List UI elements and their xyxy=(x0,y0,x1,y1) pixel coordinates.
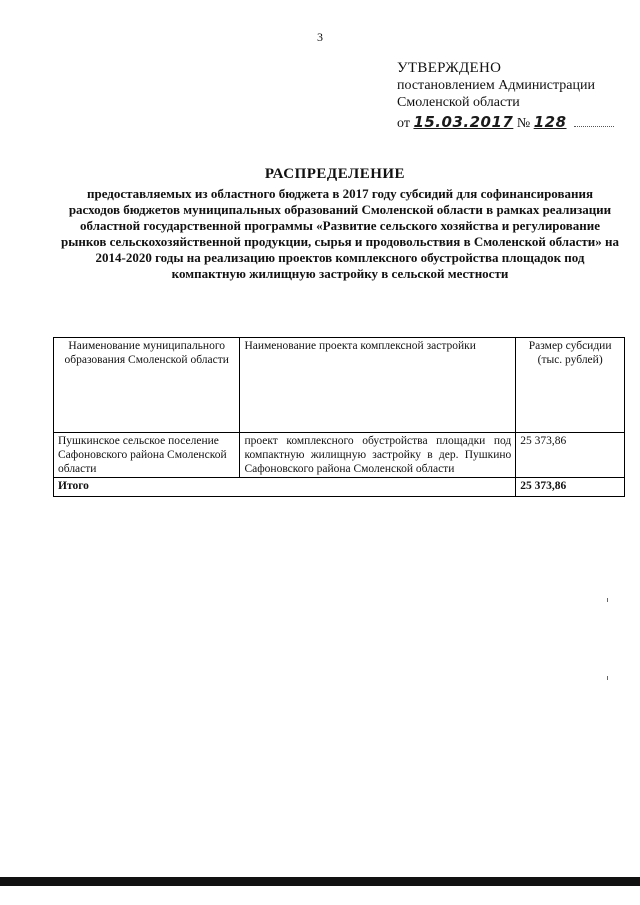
handwritten-date: 15.03.2017 xyxy=(413,113,514,131)
document-title: РАСПРЕДЕЛЕНИЕ xyxy=(264,166,406,182)
distribution-table xyxy=(53,337,625,497)
total-amount: 25 373,86 xyxy=(516,478,625,497)
cell-amount: 25 373,86 xyxy=(516,433,625,478)
scan-speck xyxy=(607,598,608,602)
header-municipality: Наименование муниципального образования Смоленской области xyxy=(54,338,240,433)
table-header-row xyxy=(54,338,625,433)
scan-bottom-border xyxy=(0,877,640,886)
handwritten-number: 128 xyxy=(533,113,567,131)
table-row xyxy=(54,433,625,478)
table-total-row xyxy=(54,478,625,497)
cell-municipality: Пушкинское сельское поселение Сафоновского района Смоленской области xyxy=(54,433,240,478)
approval-line-1: постановлением Администрации xyxy=(397,78,595,93)
approval-stamp xyxy=(397,60,637,132)
approval-heading: УТВЕРЖДЕНО xyxy=(397,60,502,76)
number-underline xyxy=(574,126,614,127)
document-subtitle: предоставляемых из областного бюджета в 2017 году субсидий для софинансирования расходов бюджетов муниципальных образований Смоленской области в рамках реализации областной государственной программы «Развитие сельского хозяйства и регулирование рынков сельскохозяйственной продукции, сырья и продовольствия в Смоленской области» на 2014-2020 годы на реализацию проектов комплексного обустройства площадок под компактную жилищную застройку в сельской местности xyxy=(60,186,619,281)
header-project: Наименование проекта комплексной застройки xyxy=(240,338,516,433)
header-amount: Размер субсидии (тыс. рублей) xyxy=(516,338,625,433)
approval-line-2: Смоленской области xyxy=(397,95,520,110)
approval-date-line xyxy=(397,114,637,132)
total-label: Итого xyxy=(54,478,516,497)
number-prefix: № xyxy=(516,116,531,131)
cell-project: проект комплексного обустройства площадки под компактную жилищную застройку в дер. Пушкино Сафоновского района Смоленской области xyxy=(240,433,516,478)
scan-speck xyxy=(607,676,608,680)
date-prefix: от xyxy=(397,116,410,131)
page-number: 3 xyxy=(317,30,323,44)
